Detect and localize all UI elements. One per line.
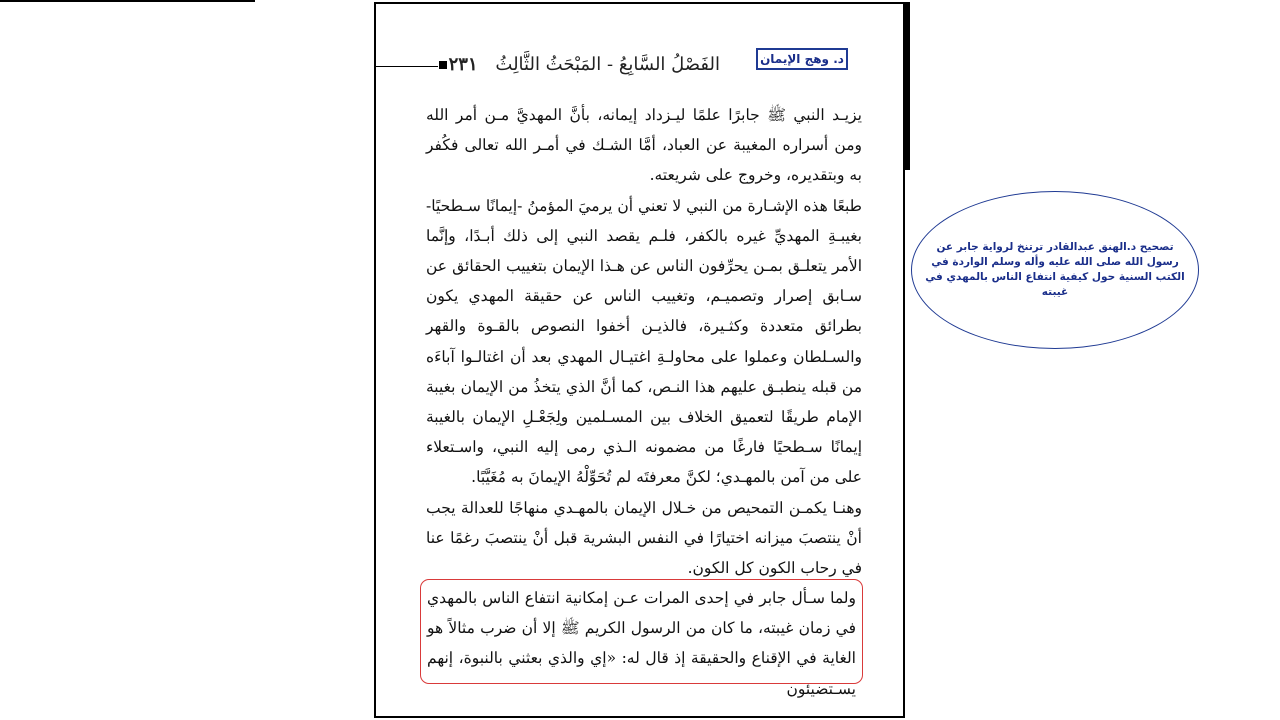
paragraph-1: يزيـد النبي ﷺ جابرًا علمًا ليـزداد إيمانه، بأنَّ المهديَّ مـن أمر الله ومن أسراره المغيبة عن العباد، أمَّا الشـك في أمـر الله تعالى فكُفر به وبتقديره، وخروج على شريعته.: [426, 106, 862, 185]
header-square-icon: [439, 61, 447, 69]
chapter-title: الفَصْلُ السَّابِعُ - المَبْحَثُ الثَّالِثُ: [495, 54, 720, 75]
callout-text: تصحيح د.الهنق عبدالقادر ترتنخ لرواية جابر عن رسول الله صلى الله عليه وأله وسلم الواردة في الكتب السنية حول كيفية انتفاع الناس بالمهدي في غيبته: [925, 241, 1185, 298]
paragraph-3: وهنـا يكمـن التمحيص من خـلال الإيمان بالمهـدي منهاجًا للعدالة يجب أنْ ينتصبَ ميزانه اختيارًا في النفس البشرية قبل أنْ ينتصبَ رغمًا عنا في رحاب الكون كل الكون.: [426, 498, 862, 578]
page-edge-mark: [905, 2, 910, 170]
top-left-rule: [0, 0, 255, 2]
header-rule: [376, 66, 438, 67]
page-header: [448, 50, 720, 80]
highlighted-passage: [420, 579, 863, 698]
page-body: [426, 100, 862, 583]
highlighted-paragraph: ولما سـأل جابر في إحدى المرات عـن إمكانية انتفاع الناس بالمهدي في زمان غيبته، ما كان من الرسول الكريم ﷺ إلا أن ضرب مثالاً هو الغاية في الإقناع والحقيقة إذ قال له: «إي والذي بعثني بالنبوة، إنهم يسـتضيئون: [427, 589, 856, 698]
author-label: د. وهج الإيمان: [756, 48, 848, 70]
annotation-callout: [911, 191, 1199, 349]
page-number: ٢٣١: [448, 54, 478, 75]
paragraph-2: طبعًا هذه الإشـارة من النبي لا تعني أن يرميَ المؤمنُ -إيمانًا سـطحيًا- بغيبـةِ المهديِّ غيره بالكفر، فلـم يقصد النبي إلى ذلك أبـدًا، وإنَّما الأمر يتعلـق بمـن يحرِّفون الناس عن هـذا الإيمان بتغييب الحقائق عن سـابق إصرار وتصميـم، وتغييب الناس عن حقيقة المهدي يكون بطرائق متعددة وكثـيرة، فالذيـن أخفوا النصوص بالقـوة والقهر والسـلطان وعملوا على محاولـةِ اغتيـال المهدي بعد أن اغتالـوا آباءَه من قبله ينطبـق عليهم هذا النـص، كما أنَّ الذي يتخذُ من الإيمان بغيبة الإمام طريقًا لتعميق الخلاف بين المسـلمين ولِجَعْـلِ الإيمان بالغيبة إيمانًا سـطحيًا فارغًا من مضمونه الـذي رمى إليه النبي، واسـتعلاء على من آمن بالمهـدي؛ لكنَّ معرفتَه لم تُحَوِّلْهُ الإيمانَ به مُغَيَّبًا.: [426, 196, 862, 487]
